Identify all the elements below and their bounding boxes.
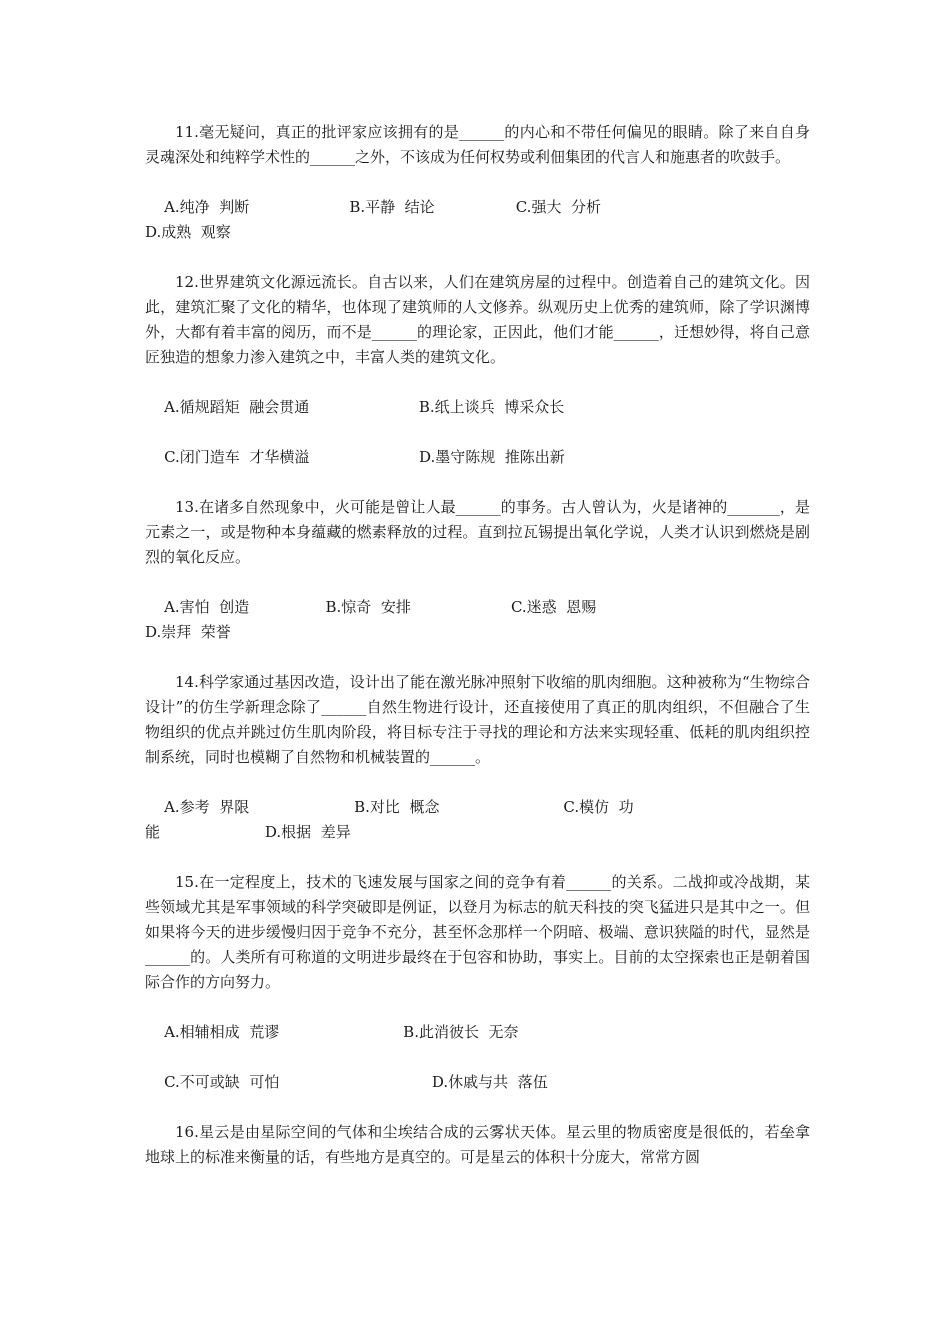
question-15-text: 15.在一定程度上，技术的飞速发展与国家之间的竞争有着______的关系。二战抑或冷战期，某些领域尤其是军事领域的科学突破即是例证，以登月为标志的航天科技的突飞猛进只是其中之一。但如果将今天的进步缓慢归因于竞争不充分，甚至怀念那样一个阴暗、极端、意识狭隘的时代，显然是______的。人类所有可称道的文明进步最终在于包容和协助，事实上。目前的太空探索也正是朝着国际合作的方向努力。: [145, 873, 810, 991]
question-12-text: 12.世界建筑文化源远流长。自古以来，人们在建筑房屋的过程中。创造着自己的建筑文化。因此，建筑汇聚了文化的精华，也体现了建筑师的人文修养。纵观历史上优秀的建筑师，除了学识渊博外，大都有着丰富的阅历，而不是______的理论家，正因此，他们才能______，迁想妙得，将自己意匠独造的想象力渗入建筑之中，丰富人类的建筑文化。: [145, 273, 810, 366]
question-12-options-cd: C.闭门造车 才华横溢 D.墨守陈规 推陈出新: [145, 448, 565, 466]
question-14-options: A.参考 界限 B.对比 概念 C.模仿 功 能 D.根据 差异: [145, 798, 634, 841]
question-13-options: A.害怕 创造 B.惊奇 安排 C.迷惑 恩赐 D.崇拜 荣誉: [145, 598, 597, 641]
question-12-options-ab: A.循规蹈矩 融会贯通 B.纸上谈兵 博采众长: [145, 398, 565, 416]
question-15-options-ab: A.相辅相成 荒谬 B.此消彼长 无奈: [145, 1023, 519, 1041]
question-14-text: 14.科学家通过基因改造，设计出了能在激光脉冲照射下收缩的肌肉细胞。这种被称为“生物综合设计”的仿生学新理念除了______自然生物进行设计，还直接使用了真正的肌肉组织，不但融合了生物组织的优点并跳过仿生肌肉阶段，将目标专注于寻找的理论和方法来实现轻重、低耗的肌肉组织控制系统，同时也模糊了自然物和机械装置的______。: [145, 673, 810, 766]
question-15-options-cd: C.不可或缺 可怕 D.休戚与共 落伍: [145, 1073, 548, 1091]
question-16-text: 16.星云是由星际空间的气体和尘埃结合成的云雾状天体。星云里的物质密度是很低的，若垒拿地球上的标准来衡量的话，有些地方是真空的。可是星云的体积十分庞大，常常方圆: [145, 1123, 810, 1166]
question-11-text: 11.毫无疑问，真正的批评家应该拥有的是______的内心和不带任何偏见的眼睛。除了来自自身灵魂深处和纯粹学术性的______之外，不该成为任何权势或利佃集团的代言人和施惠者的吹鼓手。: [145, 123, 810, 166]
question-13-text: 13.在诸多自然现象中，火可能是曾让人最______的事务。古人曾认为，火是诸神的_______，是元素之一，或是物种本身蕴藏的燃素释放的过程。直到拉瓦锡提出氧化学说，人类才认识到燃烧是剧烈的氧化反应。: [145, 498, 810, 566]
question-11-options: A.纯净 判断 B.平静 结论 C.强大 分析 D.成熟 观察: [145, 198, 601, 241]
document-page: [145, 120, 810, 1170]
